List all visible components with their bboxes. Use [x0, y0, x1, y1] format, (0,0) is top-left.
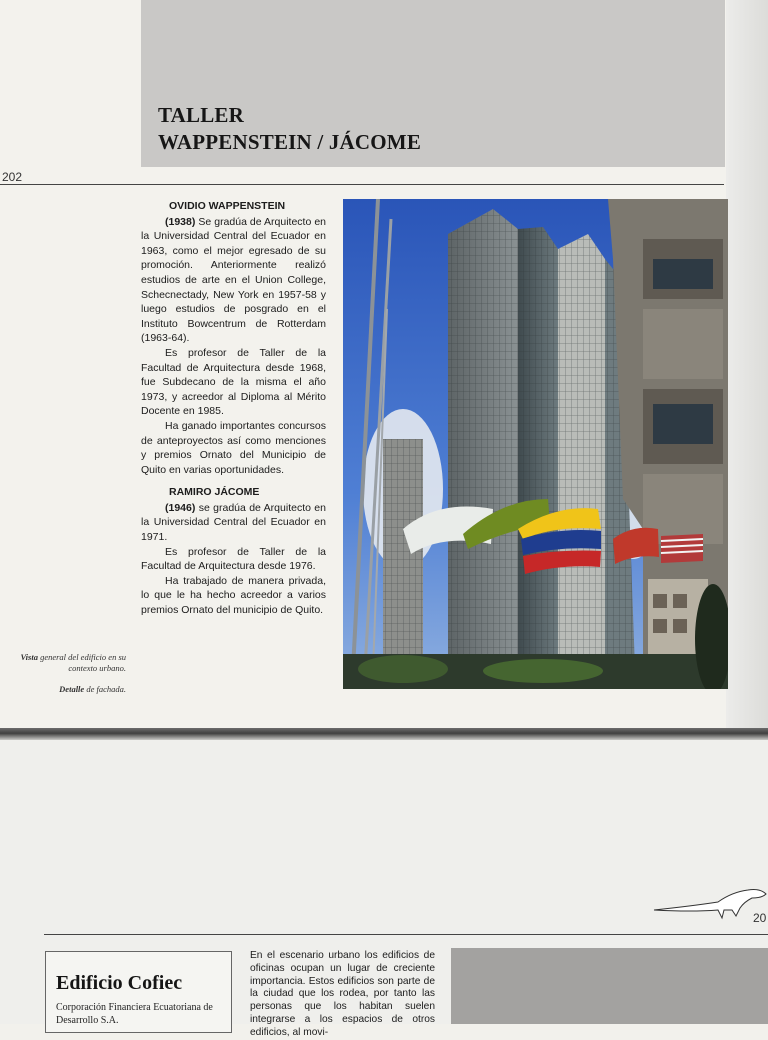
project-title: Edificio Cofiec — [56, 972, 183, 994]
bio-text: Se gradúa de Arquitecto en la Universidad Central del Ecuador en 1963, como el mejor egresado de su promoción. Anteriormente realizó estudios de arte en el Union College, Schecnectady, New York en 1957-58 y luego estudios de posgrado en el Instituto Bowcentrum de Rotterdam (1963-64). — [141, 215, 326, 345]
bio-year: (1938) — [165, 215, 196, 228]
next-page-image-placeholder — [451, 948, 768, 1024]
page-number: 202 — [2, 170, 23, 184]
bio-paragraph: Ha trabajado de manera privada, lo que le ha hecho acreedor a varios premios Ornato del municipio de Quito. — [141, 574, 326, 617]
bio-year: (1946) — [165, 501, 196, 514]
bio-name-wappenstein: OVIDIO WAPPENSTEIN — [169, 200, 286, 212]
bio-paragraph — [141, 215, 326, 346]
next-page-body-text: En el escenario urbano los edificios de oficinas ocupan un lugar de creciente importancia. Estos edificios son parte de la ciudad que los rodea, por tanto las personas que los habitan suelen integrarse a los espacios de otros edificios, al movi- — [250, 950, 435, 1038]
lizard-icon — [652, 880, 768, 920]
caption-text: general del edificio en su contexto urbano. — [40, 652, 126, 673]
building-illustration — [343, 199, 728, 689]
caption-text: de fachada. — [86, 684, 126, 694]
bio-name-jacome: RAMIRO JÁCOME — [169, 486, 260, 499]
bio-text: se gradúa de Arquitecto en la Universidad Central del Ecuador en 1971. — [141, 501, 326, 544]
caption-detalle — [2, 684, 126, 694]
header-rule — [0, 184, 724, 185]
project-client: Corporación Financiera Ecuatoriana de Desarrollo S.A. — [56, 1002, 213, 1026]
page-title — [158, 102, 421, 156]
page-number-next: 20 — [753, 911, 767, 925]
bio-paragraph: Es profesor de Taller de la Facultad de Arquitectura desde 1968, fue Subdecano de la misma el año 1973, y acreedor al Diploma al Mérito Docente en 1985. — [141, 346, 326, 418]
spacer — [141, 477, 326, 485]
page-gutter — [0, 728, 768, 740]
caption-lead: Vista — [20, 652, 38, 662]
building-photo — [343, 199, 728, 689]
biography-column — [141, 199, 326, 618]
page-edge-shadow — [726, 0, 768, 728]
bio-paragraph — [141, 501, 326, 545]
project-title-box — [45, 951, 232, 1033]
bio-paragraph: Ha ganado importantes concursos de anteproyectos así como menciones y premios Ornato del Municipio de Quito en varias oportunidades. — [141, 419, 326, 476]
caption-vista — [2, 652, 126, 674]
next-page-rule — [44, 934, 768, 935]
title-line-2: WAPPENSTEIN / JÁCOME — [158, 130, 422, 154]
title-line-1: TALLER — [158, 103, 244, 127]
caption-lead: Detalle — [59, 684, 85, 694]
bio-paragraph: Es profesor de Taller de la Facultad de Arquitectura desde 1976. — [141, 545, 326, 573]
